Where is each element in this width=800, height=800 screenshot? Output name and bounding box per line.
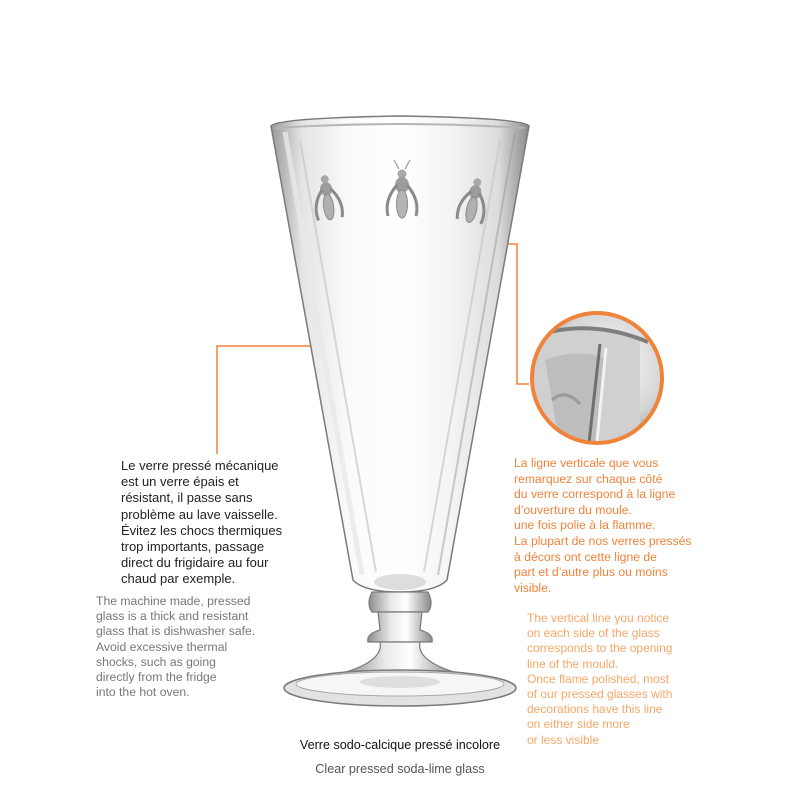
caption-french: Verre sodo-calcique pressé incolore bbox=[299, 738, 501, 752]
mould-line-detail-zoom bbox=[530, 313, 662, 460]
right-description-english: The vertical line you notice on each side of the glass corresponds to the opening line of the mould. Once flame polished, most of our pressed glasses with decorations have this line on either side more or less visible bbox=[527, 611, 673, 747]
right-description-french: La ligne verticale que vous remarquez sur chaque côté du verre correspond à la ligne d’ouverture du moule. une fois polie à la flamme. La plupart de nos verres pressés à décors ont cette ligne de part et d’autre plus ou moins visible. bbox=[514, 456, 692, 595]
left-description-french: Le verre pressé mécanique est un verre épais et résistant, il passe sans problème au lave vaisselle. Évitez les chocs thermiques trop importants, passage direct du frigidaire au four chaud par exemple. bbox=[121, 458, 283, 587]
caption-english: Clear pressed soda-lime glass bbox=[315, 762, 485, 776]
left-description-english: The machine made, pressed glass is a thick and resistant glass that is dishwasher safe. Avoid excessive thermal shocks, such as going directly from the fridge into the hot oven. bbox=[96, 594, 256, 700]
